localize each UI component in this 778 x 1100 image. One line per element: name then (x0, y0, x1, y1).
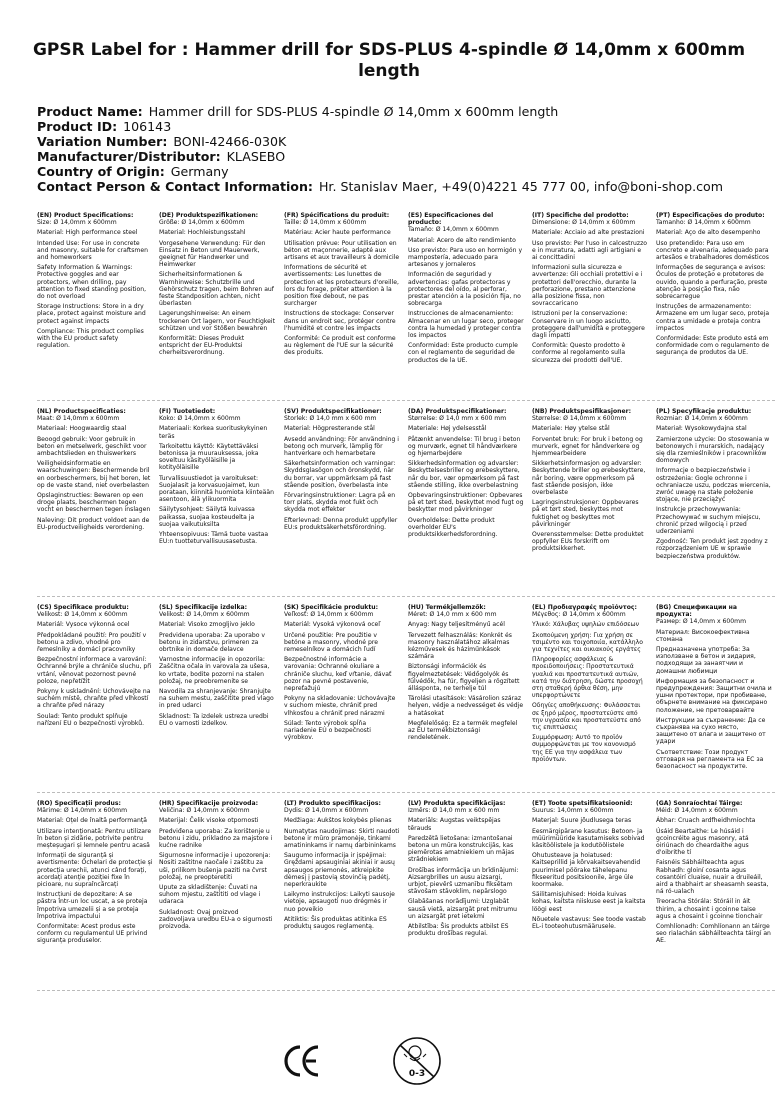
spec-line: Efterlevnad: Denna produkt uppfyller EU:s produktsäkerhetsförordning. (284, 516, 398, 531)
spec-line: Conformitate: Acest produs este conform cu regulamentul UE privind siguranța produselor. (37, 923, 148, 945)
spec-section-heading: (PL) Specyfikacje produktu: (656, 408, 752, 415)
spec-section-heading: (SK) Špecifikácie produktu: (284, 604, 379, 611)
spec-line: Instrukcje przechowywania: Przechowywać w suchym miejscu, chronić przed wilgocią i przed uderzeniami (656, 506, 761, 536)
spec-line: Velikost: Ø 14,0mm x 600mm (37, 611, 128, 619)
spec-section (656, 408, 772, 598)
spec-line: Påtænkt anvendelse: Til brug i beton og murværk, egnet til håndværkere og hjemarbejdere (408, 435, 521, 458)
meta-key: Manufacturer/Distributor: (37, 149, 221, 164)
meta-value: Germany (170, 164, 229, 179)
spec-line: Zamierzone użycie: Do stosowania w betonowych i murarskich, nadający się dla rzemieślników i pracowników domowych (656, 435, 770, 465)
spec-section-heading: (DA) Produktspecifikationer: (408, 408, 507, 415)
spec-section-heading: (LV) Produkta specifikācijas: (408, 800, 506, 807)
meta-key: Product ID: (37, 119, 118, 134)
spec-line: Yhteensopivuus: Tämä tuote vastaa EU:n tuotteturvallisuusasetusta. (159, 531, 269, 546)
meta-value: BONI-42466-030K (173, 134, 287, 149)
row-separator (37, 990, 775, 991)
spec-line: Σκοπούμενη χρήση: Για χρήση σε τσιμέντο και τοιχοποιία, κατάλληλο για τεχνίτες και οικιακούς εργάτες (532, 631, 643, 654)
spec-section (37, 800, 153, 990)
spec-line: Taille: Ø 14,0mm x 600mm (284, 219, 367, 227)
spec-line: Predvidena uporaba: Za uporabo v betonu in zidarstvu, primeren za obrtnike in domače delavce (159, 631, 265, 654)
spec-line: Размер: Ø 14,0mm x 600mm (656, 618, 747, 626)
spec-line: Säilytysohjeet: Säilytä kuivassa paikassa, suojaa kosteudelta ja suojaa vaikutuksilta (159, 506, 255, 528)
spec-line: Material: Acero de alto rendimiento (408, 236, 516, 244)
spec-section-heading: (GA) Sonraíochtaí Táirge: (656, 800, 743, 807)
spec-line: Materiale: Høy ytelse stål (532, 425, 610, 433)
spec-section-heading: (IT) Specifiche del prodotto: (532, 212, 629, 219)
spec-section (408, 800, 524, 990)
spec-line: Materiál: Vysoká výkonová oceľ (284, 621, 381, 629)
spec-line: Zgodność: Ten produkt jest zgodny z rozporządzeniem UE w sprawie bezpieczeństwa produktów. (656, 538, 768, 560)
spec-line: Vorgesehene Verwendung: Für den Einsatz in Beton und Mauerwerk, geeignet für Handwerker und Heimwerker (159, 239, 266, 269)
spec-line: Conformidad: Este producto cumple con el reglamento de seguridad de productos de la UE. (408, 342, 518, 364)
spec-line: Overholdelse: Dette produkt overholder EU's produktsikkerhedsforordning. (408, 516, 498, 539)
spec-section-heading: (ET) Toote spetsifikatsioonid: (532, 800, 633, 807)
spec-line: Suurus: 14,0mm x 600mm (532, 807, 614, 815)
spec-line: Safety Information & Warnings: Protective goggles and ear protectors, when drilling, pay attention to fixed standing position, do not overload (37, 264, 147, 301)
spec-line: Lagerungshinweise: An einem trockenen Ort lagern, vor Feuchtigkeit schützen und vor Stößen bewahren (159, 310, 275, 332)
spec-line: Material: Oțel de înaltă performanță (37, 817, 147, 825)
spec-line: Materiāls: Augstas veiktspējas tērauds (408, 817, 501, 832)
spec-line: Size: Ø 14,0mm x 600mm (37, 219, 117, 227)
spec-section-heading: (SL) Specifikacije izdelka: (159, 604, 248, 611)
spec-line: Nõuetele vastavus: See toode vastab EL-i tooteohutusmäärusele. (532, 915, 646, 931)
spec-line: Υλικό: Χάλυβας υψηλών επιδόσεων (532, 621, 640, 629)
spec-line: Инструкции за съхранение: Да се съхранява на сухо място, защитено от влага и защитено от удари (656, 716, 766, 746)
spec-line: Soulad: Tento produkt splňuje nařízení EU o bezpečnosti výrobků. (37, 712, 145, 727)
spec-line: Uso previsto: Per l'uso in calcestruzzo e in muratura, adatti agli artigiani e ai concittadini (532, 239, 648, 262)
spec-section-heading: (EN) Product Specifications: (37, 212, 134, 219)
spec-line: Rozmiar: Ø 14,0mm x 600mm (656, 415, 748, 423)
spec-line: Instruções de armazenamento: Armazene em um lugar seco, proteja contra a umidade e proteja contra impactos (656, 303, 770, 332)
spec-line: Ábhar: Cruach ardfheidhmíochta (656, 817, 756, 825)
spec-line: Anyag: Nagy teljesítményű acél (408, 621, 505, 629)
spec-line: Materiál: Vysoce výkonná ocel (37, 621, 130, 629)
spec-section-heading: (FI) Tuotetiedot: (159, 408, 216, 415)
ce-mark-icon (282, 1041, 322, 1081)
spec-section (284, 408, 400, 598)
spec-line: Matériau: Acier haute performance (284, 229, 391, 237)
spec-section-heading: (DE) Produktspezifikationen: (159, 212, 259, 219)
spec-section (408, 408, 524, 598)
spec-line: Conformidade: Este produto está em conformidade com o regulamento de segurança de produtos da UE. (656, 335, 770, 357)
spec-section-heading: (LT) Produkto specifikacijos: (284, 800, 381, 807)
spec-line: Utilizare intenționată: Pentru utilizare în beton și zidărie, potrivite pentru meșteșugari și lemnele pentru acasă (37, 827, 152, 850)
spec-line: Tamaño: Ø 14,0mm x 600mm (408, 226, 499, 234)
spec-line: Material: High performance steel (37, 229, 138, 237)
spec-line: Varnostne informacije in opozorila: Zaščitna očala in varovala za ušesa, ko vrtate, bodite pozorni na stalen položaj, ne preobremenite se (159, 656, 270, 685)
meta-value: Hammer drill for SDS-PLUS 4-spindle Ø 14,0mm x 600mm length (148, 104, 559, 119)
meta-row (37, 119, 757, 134)
meta-row (37, 134, 757, 149)
meta-value: KLASEBO (226, 149, 286, 164)
spec-line: Conformité: Ce produit est conforme au règlement de l'UE sur la sécurité des produits. (284, 335, 396, 357)
spec-line: Größe: Ø 14,0mm x 600mm (159, 219, 245, 227)
spec-section (159, 408, 275, 598)
spec-line: Tarkoitettu käyttö: Käytettäväksi betonissa ja muurauksessa, joka soveltuu käsityöläisille ja kotityöläisille (159, 442, 259, 472)
spec-section (284, 212, 400, 402)
spec-line: Conformità: Questo prodotto è conforme al regolamento sulla sicurezza dei prodotti dell'UE. (532, 342, 626, 364)
spec-section (656, 212, 772, 402)
spec-line: Storage Instructions: Store in a dry place, protect against moisture and protect against impacts (37, 303, 146, 325)
spec-line: Størrelse: Ø 14,0 mm x 600 mm (408, 415, 507, 423)
meta-key: Product Name: (37, 104, 143, 119)
spec-line: Veličina: Ø 14,0mm x 600mm (159, 807, 250, 815)
spec-line: Informații de siguranță și avertismente: Ochelari de protecție și protecția urechii, atunci când forați, acordați atenție poziției fixe în picioare, nu supraîncărcați (37, 852, 153, 889)
spec-line: Súlad: Tento výrobok spĺňa nariadenie EÚ o bezpečnosti výrobkov. (284, 719, 371, 742)
spec-line: Overensstemmelse: Dette produktet oppfyller EUs forskrift om produktsikkerhet. (532, 531, 644, 553)
spec-section (656, 800, 772, 990)
meta-row (37, 164, 757, 179)
spec-line: Atitiktis: Šis produktas atitinka ES produktų saugos reglamentą. (284, 915, 387, 931)
product-meta (37, 104, 757, 194)
spec-line: Størrelse: Ø 14,0mm x 600mm (532, 415, 627, 423)
spec-line: Material: Visoko zmogljivo jeklo (159, 621, 255, 629)
spec-line: Veľkosť: Ø 14,0mm x 600mm (284, 611, 374, 619)
spec-section-heading: (CS) Specifikace produktu: (37, 604, 129, 611)
spec-line: Saugumo informacija ir įspėjimai: Gręždami apsauginiai akiniai ir ausų apsaugos priemonės, atkreipkite dėmesį į pastovią stovinčią padėtį, neperkraukite (284, 852, 395, 889)
spec-line: Atbilstība: Šis produkts atbilst ES produktu drošības regulai. (408, 923, 509, 938)
spec-line: Материал: Високоефективна стомана (656, 628, 750, 643)
spec-line: Dimensione: Ø 14,0mm x 600mm (532, 219, 636, 227)
spec-section-heading: (BG) Спецификации на продукта: (656, 604, 738, 619)
spec-line: Informazioni sulla sicurezza e avvertenze: Gli occhiali protettivi e i protettori dell'orecchio, durante la perforazione, prestano attenzione alla posizione fissa, non sovraccaricano (532, 264, 643, 308)
spec-line: Upute za skladištenje: Čuvati na suhom mjestu, zaštititi od vlage i udaraca (159, 884, 261, 906)
meta-key: Country of Origin: (37, 164, 165, 179)
spec-line: Utilisation prévue: Pour utilisation en béton et maçonnerie, adapté aux artisans et aux travailleurs à domicile (284, 239, 400, 262)
spec-line: Ohutusteave ja hoiatused: Kaitseprillid ja kõrvakaitsevahendid puurimisel pöörake tähelepanu fikseeritud positsioonile, ärge üle koormake. (532, 852, 641, 889)
spec-line: Glabāšanas norādījumi: Uzglabāt sausā vietā, aizsargāt pret mitrumu un aizsargāt pret ietekmi (408, 898, 518, 920)
spec-line: Sikkerhedsinformation og advarsler: Beskyttelsesbriller og ørebeskyttere, når du bor, vær opmærksom på fast stående stilling, ikke overbelastning (408, 460, 520, 489)
spec-line: Uso previsto: Para uso en hormigón y mampostería, adecuado para artesanos y jornaleros (408, 246, 523, 269)
spec-line: Materijal: Čelik visoke otpornosti (159, 817, 259, 825)
spec-line: Méid: Ø 14,0mm x 600mm (656, 807, 738, 815)
spec-line: Velikost: Ø 14,0mm x 600mm (159, 611, 250, 619)
spec-section (284, 800, 400, 990)
spec-line: Tervezett felhasználás: Konkrét és masonry használatához alkalmas kézművesek és háziműnkások számára (408, 631, 512, 661)
page-title: GPSR Label for : Hammer drill for SDS-PLUS 4-spindle Ø 14,0mm x 600mm length (32, 40, 746, 81)
spec-line: Instrucțiuni de depozitare: A se păstra într-un loc uscat, a se proteja împotriva umezelii și a se proteja împotriva impactului (37, 891, 148, 920)
spec-line: Compliance: This product complies with the EU product safety regulation. (37, 327, 144, 350)
spec-line: Bezpečnostné informácie a varovania: Ochranné okuliare a chrániče sluchu, keď vŕtanie, dávať pozor na pevné postavenie, nepreťažujú (284, 656, 392, 693)
spec-line: Úsáid Beartaithe: Le húsáid i gcoincréite agus masonry, atá oiriúnach do cheardaithe agus d'oibrithe tí (656, 827, 749, 857)
spec-line: Předpokládané použití: Pro použití v betonu a zdivo, vhodné pro řemeslníky a domácí pracovníky (37, 631, 147, 654)
spec-line: Megfelelőség: Ez a termék megfelel az EU termékbiztonsági rendeletének. (408, 719, 518, 742)
spec-line: Säilitamisjuhised: Hoida kuivas kohas, kaitsta niiskuse eest ja kaitsta löögi eest (532, 891, 646, 913)
spec-line: Navodila za shranjevanje: Shranjujte na suhem mestu, zaščitite pred vlago in pred udarci (159, 688, 274, 710)
spec-line: Veiligheidsinformatie en waarschuwingen: Beschermende bril en oorbeschermers, bij het boren, let op de vaste stand, niet overbelasten (37, 460, 151, 489)
spec-line: Faisnéis Sábháilteachta agus Rabhadh: gloiní cosanta agus cosantóirí cluaise, nuair a druileáil, aird a thabhairt ar sheasamh seasta, ná ró-ualach (656, 859, 769, 896)
spec-line: Storlek: Ø 14,0 mm x 600 mm (284, 415, 377, 423)
spec-line: Sigurnosne informacije i upozorenja: Nositi zaštitne naočale i zaštitu za uši, prilikom bušenja paziti na čvrst položaj, ne preopteretiti (159, 852, 271, 881)
age-label: 0-3 (408, 1069, 426, 1079)
meta-row (37, 149, 757, 164)
spec-section-heading: (FR) Spécifications du produit: (284, 212, 390, 219)
spec-line: Dydis: Ø 14,0mm x 600mm (284, 807, 369, 815)
spec-line: Tárolási utasítások: Vásárolion száraz helyen, védje a nedvességet és védje a hatásokat (408, 695, 524, 717)
row-separator (37, 596, 775, 597)
spec-line: Instrucciones de almacenamiento: Almacenar en un lugar seco, proteger contra la humedad y proteger contra los impactos (408, 310, 524, 340)
spec-line: Uso pretendido: Para uso em concreto e alvenaria, adequado para artesãos e trabalhadores domésticos (656, 239, 769, 262)
spec-section-heading: (SV) Produktspecifikationer: (284, 408, 382, 415)
spec-section (532, 408, 648, 598)
spec-line: Informations de sécurité et avertissements: Les lunettes de protection et les protecteurs d'oreille, lors du forage, prêter attention à la position fixe debout, ne pas surcharger (284, 264, 399, 308)
spec-line: Avsedd användning: För användning i betong och murverk, lämplig för hantverkare och hemarbetare (284, 435, 399, 458)
spec-section-heading: (HU) Termékjellemzők: (408, 604, 486, 611)
spec-section (159, 604, 275, 794)
spec-section-heading: (NL) Productspecificaties: (37, 408, 126, 415)
spec-section (159, 800, 275, 990)
spec-line: Beoogd gebruik: Voor gebruik in beton en metselwerk, geschikt voor ambachtslieden en thuiswerkers (37, 435, 147, 458)
spec-line: Tamanho: Ø 14,0mm x 600mm (656, 219, 751, 227)
spec-section-heading: (RO) Specificații produs: (37, 800, 121, 807)
spec-line: Información de seguridad y advertencias: gafas protectoras y protectores del oído, al perforar, prestar atención a la posición fija, no sobrecarga (408, 271, 521, 308)
meta-value: 106143 (123, 119, 172, 134)
spec-line: Skladnost: Ta izdelek ustreza uredbi EU o varnosti izdelkov. (159, 712, 269, 727)
spec-line: Informações de segurança e avisos: Óculos de proteção e protetores de ouvido, quando a perfuração, preste atenção à posição fixa, não sobrecarregue (656, 264, 768, 301)
spec-line: Μέγεθος: Ø 14,0mm x 600mm (532, 611, 626, 619)
spec-section (284, 604, 400, 794)
spec-line: Materiale: Høj ydelsesstål (408, 425, 487, 433)
logos (0, 1035, 778, 1100)
spec-line: Intended Use: For use in concrete and masonry, suitable for craftsmen and homeworkers (37, 239, 148, 262)
meta-row (37, 104, 757, 119)
spec-line: Sukladnost: Ovaj proizvod zadovoljava uredbu EU-a o sigurnosti proizvoda. (159, 908, 273, 931)
spec-line: Maat: Ø 14,0mm x 600mm (37, 415, 120, 423)
spec-section-heading: (ES) Especificaciones del producto: (408, 212, 494, 227)
spec-section (532, 800, 648, 990)
spec-line: Instructions de stockage: Conserver dans un endroit sec, protéger contre l'humidité et contre les impacts (284, 310, 396, 332)
spec-section-heading: (NB) Produktspesifikasjoner: (532, 408, 632, 415)
spec-section (159, 212, 275, 402)
spec-section (37, 408, 153, 598)
spec-line: Informacje o bezpieczeństwie i ostrzeżenia: Gogle ochronne i ochraniacze uszu, podczas wiercenia, zwróć uwagę na stałe położenie stojące, nie przeciążyć (656, 467, 771, 504)
spec-section-heading: (HR) Specifikacije proizvoda: (159, 800, 259, 807)
spec-line: Съответствие: Този продукт отговаря на регламента на ЕС за безопасност на продуктите. (656, 748, 764, 771)
spec-section (37, 604, 153, 794)
spec-line: Určené použitie: Pre použitie v betóne a masonry, vhodné pre remeselníkov a domácich ľudí (284, 631, 378, 654)
meta-key: Contact Person & Contact Information: (37, 179, 313, 194)
spec-line: Förvaringsinstruktioner: Lagra på en torr plats, skydda mot fukt och skydda mot effekter (284, 492, 396, 514)
spec-line: Laikymo instrukcijos: Laikyti sausoje vietoje, apsaugoti nuo drėgmės ir nuo poveikio (284, 891, 395, 913)
spec-line: Naleving: Dit product voldoet aan de EU-productveiligheids verordening. (37, 516, 150, 531)
row-separator (37, 400, 775, 401)
not-for-children-0-3-icon (391, 1035, 443, 1087)
spec-line: Предназначена употреба: За използване в бетон и зидария, подходящи за занаятчии и домашни любимци (656, 646, 756, 675)
spec-line: Material: Hochleistungsstahl (159, 229, 246, 237)
spec-section (532, 212, 648, 402)
spec-section (408, 212, 524, 402)
spec-section (532, 604, 648, 794)
spec-line: Eesmärgipärane kasutus: Betoon- ja müürimüüride kasutamiseks sobivad käsitöölistele ja kodutöölistele (532, 827, 645, 850)
spec-line: Material: Högpresterande stål (284, 425, 375, 433)
spec-line: Méret: Ø 14,0 mm x 600 mm (408, 611, 497, 619)
spec-line: Numatytas naudojimas: Skirti naudoti betone ir mūro pramonėje, tinkami amatininkams ir namų darbininkams (284, 827, 400, 850)
spec-section (37, 212, 153, 402)
spec-line: Materiał: Wysokowydajna stal (656, 425, 747, 433)
spec-line: Opslaginstructies: Bewaren op een droge plaats, beschermen tegen vocht en beschermen tegen inslagen (37, 492, 151, 514)
spec-line: Konformität: Dieses Produkt entspricht der EU-Produktsi cherheitsverordnung. (159, 335, 245, 357)
spec-line: Koko: Ø 14,0mm x 600mm (159, 415, 241, 423)
spec-section (408, 604, 524, 794)
spec-line: Lagringsinstruksjoner: Oppbevares på et tørt sted, beskyttes mot fuktighet og beskyttes mot påvirkninger (532, 499, 639, 528)
spec-section (656, 604, 772, 794)
spec-line: Sikkerhetsinformasjon og advarsler: Beskyttende briller og ørebeskyttere, når boring, være oppmerksom på fast stående posisjon, ikke overbelaste (532, 460, 646, 497)
spec-line: Drošības informācija un brīdinājumi: Aizsargbrilles un ausu aizsargi, urbjot, pievērš uzmanību fiksētam stāvošam stāvoklim, nepārslogo (408, 866, 519, 896)
spec-line: Pokyny na skladovanie: Uchovávajte v suchom mieste, chrániť pred vlhkosťou a chrániť pred nárazmi (284, 695, 396, 717)
spec-line: Sicherheitsinformationen & Warnhinweise: Schutzbrille und Gehörschutz tragen, beim Bohren auf feste Standposition achten, nicht überlasten (159, 271, 274, 308)
spec-section-heading: (EL) Προδιαγραφές προϊόντος: (532, 604, 637, 611)
spec-line: Συμμόρφωση: Αυτό το προϊόν συμμορφώνεται με τον κανονισμό της ΕΕ για την ασφάλεια των προϊόντων. (532, 734, 636, 763)
spec-line: Comhlíonadh: Comhlíonann an táirge seo rialachán sábháilteachta táirgí an AE. (656, 923, 771, 945)
spec-line: Izmērs: Ø 14,0 mm x 600 mm (408, 807, 500, 815)
spec-line: Turvallisuustiedot ja varoitukset: Suojalasit ja korvasuojaimet, kun porataan, kiinnitä huomiota kiinteään asentoon, älä ylikuormita (159, 474, 274, 504)
meta-key: Variation Number: (37, 134, 168, 149)
spec-line: Πληροφορίες ασφάλειας & προειδοποιήσεις: Προστατευτικά γυαλιά και προστατευτικά αυτιών, κατά την διάτρηση, δώστε προσοχή στη σταθερή όρθια θέση, μην υπερφορτώνετε (532, 656, 643, 700)
spec-line: Säkerhetsinformation och varningar: Skyddsglasögon och öronskydd, när du borrar, var uppmärksam på fast stående position, överbelasta inte (284, 460, 396, 489)
spec-line: Medžiaga: Aukštos kokybės plienas (284, 817, 392, 825)
spec-line: Materiaali: Korkea suorituskykyinen teräs (159, 425, 268, 440)
spec-line: Mărime: Ø 14,0mm x 600mm (37, 807, 128, 815)
spec-line: Paredzētā lietošana: izmantošanai betona un mūra konstrukcijās, kas piemērotas amatniekiem un mājas strādniekiem (408, 834, 515, 864)
spec-line: Opbevaringsinstruktioner: Opbevares på et tørt sted, beskyttet mod fugt og beskytter mod påvirkninger (408, 492, 524, 514)
spec-line: Информация за безопасност и предупреждения: Защитни очила и ушни протектори, при пробиване, обърнете внимание на фиксирано положение, не претоварвайте (656, 677, 772, 714)
spec-line: Forventet bruk: For bruk i betong og murverk, egnet for håndverkere og hjemmearbeidere (532, 435, 643, 458)
spec-section-heading: (PT) Especificações do produto: (656, 212, 765, 219)
spec-line: Οδηγίες αποθήκευσης: Φυλάσσεται σε ξηρό μέρος, προστατεύστε από την υγρασία και προστατεύστε από τις επιπτώσεις (532, 702, 641, 732)
spec-line: Pokyny k uskladnění: Uchovávejte na suchém místě, chraňte před vlhkostí a chraňte před nárazy (37, 688, 151, 710)
spec-line: Treoracha Stórála: Stóráil in áit thirim, a chosaint i gcoinne taise agus a chosaint i gcoinne tionchair (656, 898, 763, 920)
spec-line: Materiaal: Hoogwaardig staal (37, 425, 127, 433)
row-separator (37, 792, 775, 793)
meta-row (37, 179, 757, 194)
spec-line: Predviđena uporaba: Za korištenje u betonu i zidu, prikladno za majstore i kućne radnike (159, 827, 273, 850)
meta-value: Hr. Stanislav Maer, +49(0)4221 45 777 00, info@boni-shop.com (318, 179, 723, 194)
spec-line: Materjal: Suure jõudlusega teras (532, 817, 632, 825)
spec-line: Bezpečnostní informace a varování: Ochranné brýle a chrániče sluchu, při vrtání, věnovat pozornost pevné poloze, nepřetížit (37, 656, 152, 685)
spec-line: Material: Aço de alto desempenho (656, 229, 761, 237)
spec-line: Istruzioni per la conservazione: Conservare in un luogo asciutto, proteggere dall'umidità e proteggere dagli impatti (532, 310, 645, 340)
spec-line: Biztonsági információk és figyelmeztetések: Védőgolyók és fülvédők, ha fúr, figyeljen a rögzített állásponta, ne terhelje túl (408, 663, 520, 693)
spec-line: Materiale: Acciaio ad alte prestazioni (532, 229, 645, 237)
